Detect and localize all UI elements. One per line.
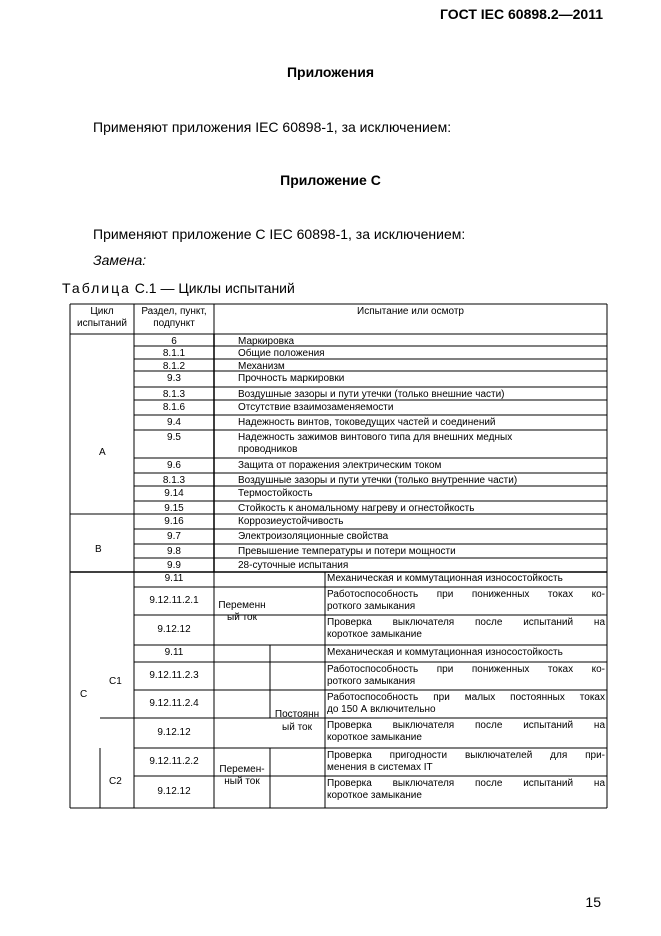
current-ac1-1: Переменн: [218, 600, 266, 611]
cycle-c1: C1: [109, 676, 122, 687]
row-c-test: до 150 А включительно: [327, 704, 436, 715]
row-c-test: Механическая и коммутационная износостойкость: [327, 573, 563, 584]
row-c-test: Работоспособность при малых постоянных токах: [327, 692, 605, 703]
row-c-test: Проверка пригодности выключателей для при-: [327, 750, 605, 761]
row-a-test: Механизм: [238, 361, 285, 372]
row-a-test: Прочность маркировки: [238, 373, 345, 384]
row-a-section: 9.8: [167, 546, 181, 557]
row-c-test: Механическая и коммутационная износостойкость: [327, 647, 563, 658]
row-a-test: Воздушные зазоры и пути утечки (только внешние части): [238, 389, 505, 400]
current-dc-2: ый ток: [282, 722, 312, 733]
row-a-section: 8.1.2: [162, 361, 186, 372]
page-number: 15: [585, 894, 601, 910]
row-a-section: 8.1.6: [162, 402, 186, 413]
caption-word: Таблица: [62, 280, 131, 296]
row-a-section: 9.9: [167, 560, 181, 571]
row-a-test: Маркировка: [238, 336, 295, 347]
row-a-test: Воздушные зазоры и пути утечки (только внутренние части): [238, 475, 518, 486]
row-c-section: 9.12.12: [157, 786, 191, 797]
row-c-section: 9.12.11.2.1: [149, 595, 199, 606]
row-a-section: 9.4: [167, 417, 181, 428]
row-a-section: 8.1.3: [162, 475, 186, 486]
row-c-test: короткое замыкание: [327, 790, 422, 801]
cycle-b: B: [95, 544, 102, 555]
row-a-test: Отсутствие взаимозаменяемости: [238, 402, 394, 413]
header-test: Испытание или осмотр: [357, 306, 464, 317]
row-a-test: Стойкость к аномальному нагреву и огнестойкость: [238, 503, 475, 514]
current-ac2-2: ный ток: [224, 776, 260, 787]
cycle-c: C: [80, 689, 88, 700]
replacement-label: Замена:: [93, 252, 147, 268]
annexes-intro: Применяют приложения IEC 60898-1, за исключением:: [93, 119, 452, 135]
row-c-test: Проверка выключателя после испытаний на: [327, 778, 605, 789]
row-a-section: 9.3: [167, 373, 181, 384]
row-a-section: 9.5: [167, 432, 181, 443]
row-a-section: 8.1.3: [162, 389, 186, 400]
row-c-section: 9.12.12: [157, 624, 191, 635]
row-a-section: 9.6: [167, 460, 181, 471]
row-c-test: короткое замыкание: [327, 732, 422, 743]
row-c-test: короткое замыкание: [327, 629, 422, 640]
row-a-section: 9.14: [164, 488, 184, 499]
row-c-test: роткого замыкания: [327, 676, 416, 687]
row-a-section: 6: [171, 336, 177, 347]
row-c-section: 9.11: [164, 647, 184, 658]
current-ac1-2: ый ток: [227, 612, 257, 623]
row-a-section: 9.16: [164, 516, 184, 527]
row-c-test: Работоспособность при пониженных токах ко-: [327, 664, 605, 675]
annexes-title: Приложения: [286, 64, 375, 80]
row-a-section: 9.15: [164, 503, 184, 514]
test-cycles-table: [70, 304, 607, 808]
current-ac2-1: Перемен-: [219, 764, 265, 775]
row-a-test: проводников: [238, 444, 298, 455]
cycle-a: A: [99, 447, 106, 458]
row-a-section: 9.7: [167, 531, 181, 542]
cycle-c2: C2: [109, 776, 122, 787]
row-a-test: Коррозиеустойчивость: [238, 516, 344, 527]
row-c-section: 9.12.12: [157, 727, 191, 738]
row-c-test: менения в системах IT: [327, 762, 433, 773]
row-c-test: роткого замыкания: [327, 601, 416, 612]
row-a-test: Надежность зажимов винтового типа для внешних медных: [238, 432, 513, 443]
standard-header: ГОСТ IEC 60898.2—2011: [439, 6, 603, 22]
row-a-test: Термостойкость: [238, 488, 313, 499]
row-c-test: Проверка выключателя после испытаний на: [327, 720, 605, 731]
row-a-test: 28-суточные испытания: [238, 560, 349, 571]
annex-c-intro: Применяют приложение С IEC 60898-1, за исключением:: [93, 226, 466, 242]
header-section-2: подпункт: [153, 318, 195, 329]
header-cycle-1: Цикл: [90, 306, 114, 317]
row-a-section: 8.1.1: [162, 348, 186, 359]
row-a-test: Электроизоляционные свойства: [238, 531, 389, 542]
table-caption: [62, 280, 295, 296]
header-cycle-2: испытаний: [77, 318, 127, 329]
current-dc-1: Постоянн: [274, 709, 320, 720]
row-c-section: 9.12.11.2.2: [149, 756, 199, 767]
row-c-test: Работоспособность при пониженных токах ко-: [327, 589, 605, 600]
caption-rest: С.1 — Циклы испытаний: [134, 280, 295, 296]
row-c-section: 9.12.11.2.4: [149, 698, 199, 709]
row-a-test: Надежность винтов, токоведущих частей и соединений: [238, 417, 496, 428]
row-a-test: Защита от поражения электрическим током: [238, 460, 442, 471]
row-c-section: 9.12.11.2.3: [149, 670, 199, 681]
row-a-test: Превышение температуры и потери мощности: [238, 546, 456, 557]
row-c-section: 9.11: [164, 573, 184, 584]
header-section-1: Раздел, пункт,: [141, 306, 207, 317]
annex-c-title: Приложение С: [280, 172, 381, 188]
row-a-test: Общие положения: [238, 348, 325, 359]
row-c-test: Проверка выключателя после испытаний на: [327, 617, 605, 628]
